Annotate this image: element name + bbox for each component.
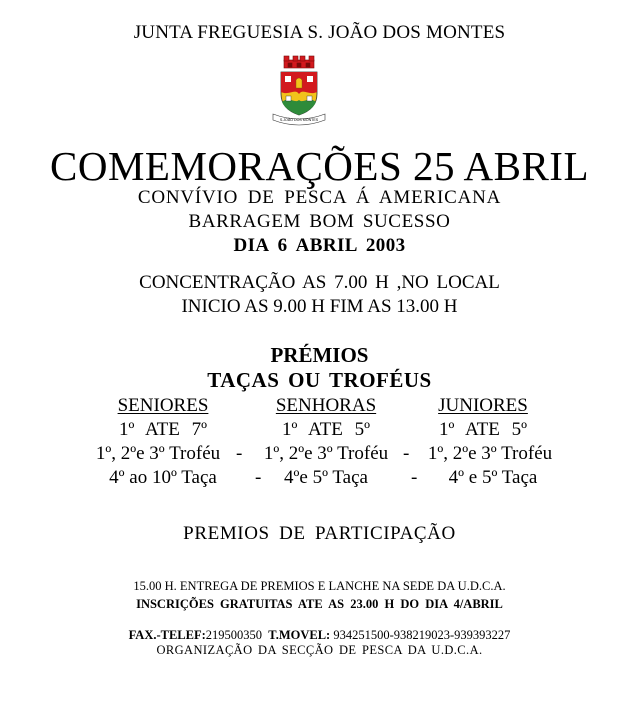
separator-dash: - xyxy=(403,443,410,464)
category-juniores-range: 1º ATE 5º xyxy=(438,419,528,440)
mobile-label: T.MOVEL: xyxy=(268,628,331,642)
category-senhoras-cup: 4ºe 5º Taça xyxy=(284,467,368,488)
prizes-subheading: TAÇAS OU TROFÉUS xyxy=(207,368,432,392)
category-seniores-heading: SENIORES xyxy=(117,395,209,416)
category-juniores-heading: JUNIORES xyxy=(438,395,528,416)
fax-number: 219500350 xyxy=(205,628,263,642)
category-senhoras-heading: SENHORAS xyxy=(275,395,377,416)
organizer-note: ORGANIZAÇÃO DA SECÇÃO DE PESCA DA U.D.C.A. xyxy=(156,643,483,657)
crest-motto: S.JOÃO DOS MONTES xyxy=(279,118,319,122)
category-juniores-cup: 4º e 5º Taça xyxy=(448,467,538,488)
contact-line xyxy=(0,628,639,643)
crest-shield xyxy=(281,72,317,115)
category-senhoras-trophy: 1º, 2ºe 3º Troféu xyxy=(263,443,389,464)
category-seniores-cup: 4º ao 10º Taça xyxy=(109,467,217,488)
start-end-time: INICIO AS 9.00 H FIM AS 13.00 H xyxy=(181,296,458,317)
main-title: COMEMORAÇÕES 25 ABRIL xyxy=(49,143,589,189)
category-senhoras-range: 1º ATE 5º xyxy=(281,419,371,440)
event-location: BARRAGEM BOM SUCESSO xyxy=(188,211,451,232)
mobile-numbers: 934251500-938219023-939393227 xyxy=(333,628,511,642)
event-date: DIA 6 ABRIL 2003 xyxy=(233,235,406,256)
separator-dash: - xyxy=(236,443,243,464)
crest-crown xyxy=(284,56,314,68)
coat-of-arms-logo xyxy=(269,54,329,126)
event-name: CONVÍVIO DE PESCA Á AMERICANA xyxy=(137,187,502,208)
separator-dash: - xyxy=(411,467,418,488)
org-name: JUNTA FREGUESIA S. JOÃO DOS MONTES xyxy=(133,22,506,43)
category-juniores-trophy: 1º, 2ºe 3º Troféu xyxy=(427,443,553,464)
separator-dash: - xyxy=(255,467,262,488)
fax-label: FAX.-TELEF: xyxy=(128,628,206,642)
category-seniores-trophy: 1º, 2ºe 3º Troféu xyxy=(95,443,221,464)
registration-note: INSCRIÇÕES GRATUITAS ATE AS 23.00 H DO DIA 4/ABRIL xyxy=(136,597,503,611)
prize-delivery-note: 15.00 H. ENTREGA DE PREMIOS E LANCHE NA SEDE DA U.D.C.A. xyxy=(133,579,506,593)
crest-motto-ribbon xyxy=(273,114,325,125)
participation-prizes: PREMIOS DE PARTICIPAÇÃO xyxy=(183,523,456,544)
concentration-time: CONCENTRAÇÃO AS 7.00 H ,NO LOCAL xyxy=(139,272,500,293)
category-seniores-range: 1º ATE 7º xyxy=(118,419,208,440)
prizes-heading: PRÉMIOS xyxy=(270,343,369,367)
